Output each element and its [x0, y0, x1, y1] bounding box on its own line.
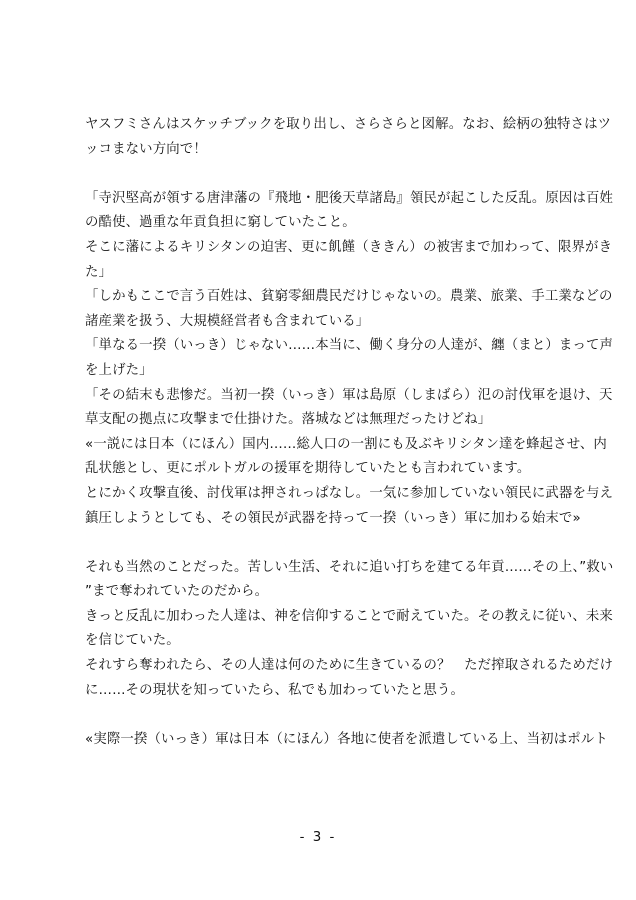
text-line: ”まで奪われていたのだから。	[85, 584, 269, 600]
text-line: そこに藩によるキリシタンの迫害、更に飢饉（ききん）の被害まで加わって、限界がき	[85, 239, 613, 255]
text-line: とにかく攻撃直後、討伐軍は押されっぱなし。一気に参加していない領民に武器を与え	[85, 485, 614, 501]
text-line	[85, 703, 555, 728]
text-line: た」	[85, 264, 113, 280]
text-line: 乱状態とし、更にポルトガルの援軍を期待していたとも言われています。	[85, 461, 531, 477]
text-line: きっと反乱に加わった人達は、神を信仰することで耐えていた。その教えに従い、未来	[85, 608, 613, 624]
text-line: 諸産業を扱う、大規模経営者も含まれている」	[85, 313, 370, 329]
text-line: 鎮圧しようとしても、その領民が武器を持って一揆（いっき）軍に加わる始末で»	[85, 510, 581, 526]
text-line	[85, 162, 555, 187]
text-line	[85, 531, 555, 556]
text-line: 「その結末も悲惨だ。当初一揆（いっき）軍は島原（しまばら）氾の討伐軍を退け、天	[85, 387, 613, 403]
text-line: 「寺沢堅高が領する唐津藩の『飛地・肥後天草諸島』領民が起こした反乱。原因は百姓	[85, 190, 614, 206]
text-line: ヤスフミさんはスケッチブックを取り出し、さらさらと図解。なお、絵柄の独特さはツ	[85, 117, 612, 132]
page-number: - 3 -	[299, 830, 337, 845]
text-line: 「単なる一揆（いっき）じゃない……本当に、働く身分の人達が、纏（まと）まって声	[85, 338, 614, 354]
body-text	[85, 113, 614, 752]
text-line: 「しかもここで言う百姓は、貧窮零細農民だけじゃないの。農業、旅業、手工業などの	[85, 289, 613, 305]
text-line: «実際一揆（いっき）軍は日本（にほん）各地に使者を派遣している上、当初はポルト	[85, 731, 608, 747]
text-line: ッコまない方向で！	[85, 141, 207, 157]
text-line: «一説には日本（にほん）国内……総人口の一割にも及ぶキリシタン達を蜂起させ、内	[85, 436, 607, 452]
text-line: に……その現状を知っていたら、私でも加わっていたと思う。	[85, 682, 465, 698]
text-line: 草支配の拠点に攻撃まで仕掛けた。落城などは無理だったけどね」	[85, 412, 492, 428]
text-line: を信じていた。	[85, 633, 180, 649]
text-line: それすら奪われたら、その人達は何のために生きているの？ ただ搾取されるためだけ	[85, 658, 614, 674]
text-line: それも当然のことだった。苦しい生活、それに追い打ちを建てる年貢……その上、”救い	[85, 559, 614, 575]
text-line: の酷使、過重な年貢負担に窮していたこと。	[85, 215, 356, 231]
text-line: を上げた」	[85, 362, 153, 378]
